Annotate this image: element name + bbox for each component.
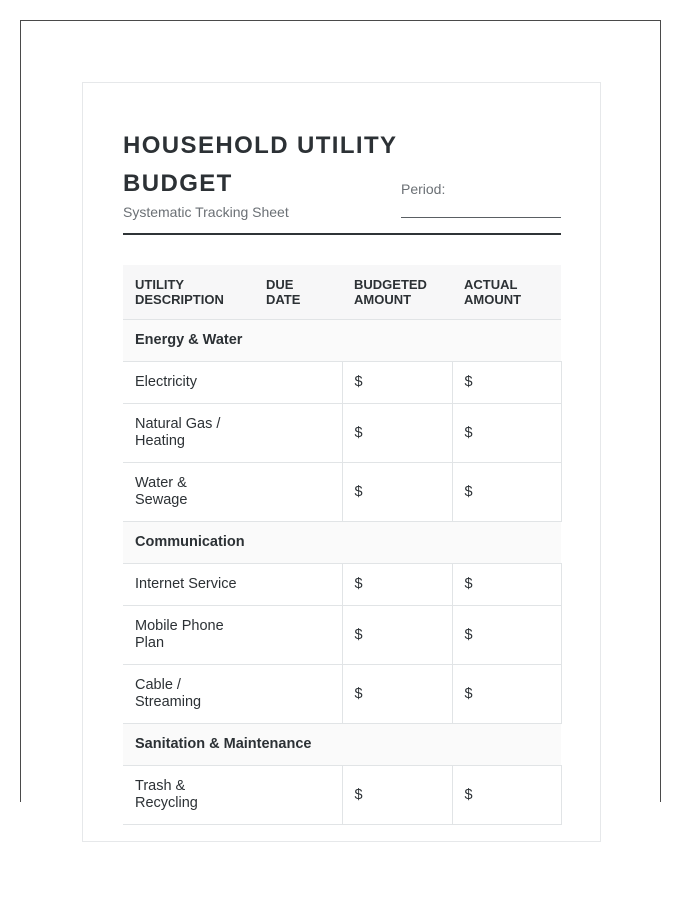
table-row xyxy=(123,766,561,825)
budgeted-amount-cell[interactable]: $ xyxy=(342,564,452,606)
sheet-header xyxy=(123,123,561,235)
section-row xyxy=(123,724,561,766)
col-header-due-date: DUE DATE xyxy=(254,265,342,320)
budget-table xyxy=(123,265,562,825)
table-row xyxy=(123,463,561,522)
section-row xyxy=(123,320,561,362)
actual-amount-cell[interactable]: $ xyxy=(452,463,561,522)
utility-description: Natural Gas / Heating xyxy=(123,404,254,463)
due-date-cell[interactable] xyxy=(254,564,342,606)
due-date-cell[interactable] xyxy=(254,362,342,404)
table-row xyxy=(123,362,561,404)
budgeted-amount-cell[interactable]: $ xyxy=(342,404,452,463)
section-title-sanitation: Sanitation & Maintenance xyxy=(123,724,561,766)
actual-amount-cell[interactable]: $ xyxy=(452,606,561,665)
page-subtitle: Systematic Tracking Sheet xyxy=(123,204,289,220)
actual-amount-cell[interactable]: $ xyxy=(452,564,561,606)
utility-description: Mobile Phone Plan xyxy=(123,606,254,665)
budgeted-amount-cell[interactable]: $ xyxy=(342,766,452,825)
table-header-row xyxy=(123,265,561,320)
utility-description: Trash & Recycling xyxy=(123,766,254,825)
budgeted-amount-cell[interactable]: $ xyxy=(342,606,452,665)
due-date-cell[interactable] xyxy=(254,463,342,522)
section-title-energy-water: Energy & Water xyxy=(123,320,561,362)
col-header-actual: ACTUAL AMOUNT xyxy=(452,265,561,320)
section-row xyxy=(123,522,561,564)
budgeted-amount-cell[interactable]: $ xyxy=(342,362,452,404)
due-date-cell[interactable] xyxy=(254,665,342,724)
table-row xyxy=(123,606,561,665)
col-header-budgeted: BUDGETED AMOUNT xyxy=(342,265,452,320)
due-date-cell[interactable] xyxy=(254,766,342,825)
section-title-communication: Communication xyxy=(123,522,561,564)
utility-description: Water & Sewage xyxy=(123,463,254,522)
utility-description: Cable / Streaming xyxy=(123,665,254,724)
period-input-line[interactable] xyxy=(401,217,561,218)
due-date-cell[interactable] xyxy=(254,606,342,665)
due-date-cell[interactable] xyxy=(254,404,342,463)
utility-description: Internet Service xyxy=(123,564,254,606)
table-row xyxy=(123,665,561,724)
budgeted-amount-cell[interactable]: $ xyxy=(342,463,452,522)
actual-amount-cell[interactable]: $ xyxy=(452,362,561,404)
col-header-description: UTILITY DESCRIPTION xyxy=(123,265,254,320)
table-row xyxy=(123,564,561,606)
utility-description: Electricity xyxy=(123,362,254,404)
actual-amount-cell[interactable]: $ xyxy=(452,766,561,825)
budget-sheet xyxy=(82,82,601,842)
actual-amount-cell[interactable]: $ xyxy=(452,665,561,724)
page-frame xyxy=(20,20,661,811)
page-title: HOUSEHOLD UTILITY BUDGET xyxy=(123,132,398,197)
period-label: Period: xyxy=(401,181,446,197)
actual-amount-cell[interactable]: $ xyxy=(452,404,561,463)
table-row xyxy=(123,404,561,463)
budgeted-amount-cell[interactable]: $ xyxy=(342,665,452,724)
